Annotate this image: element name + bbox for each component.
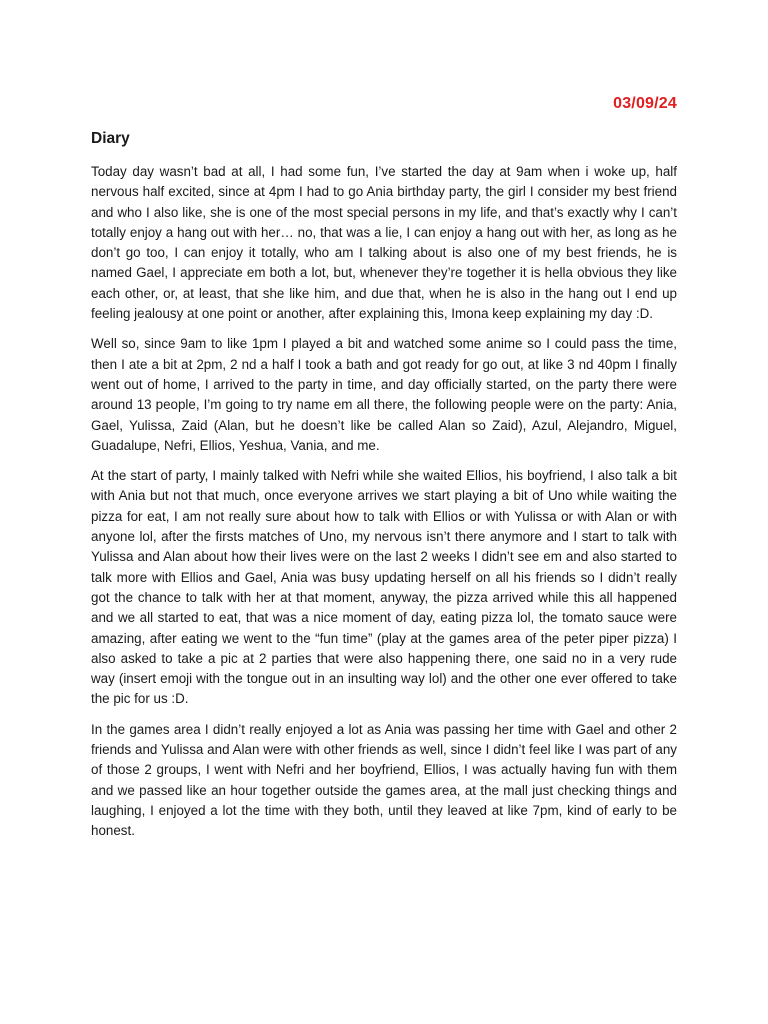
- paragraph: Well so, since 9am to like 1pm I played a bit and watched some anime so I could pass the time, then I ate a bit at 2pm, 2 nd a half I took a bath and got ready for go out, at like 3 nd 40pm I finally went out of home, I arrived to the party in time, and day officially started, on the party there were around 13 people, I’m going to try name em all there, the following people were on the party: Ania, Gael, Yulissa, Zaid (Alan, but he doesn’t like be called Alan so Zaid), Azul, Alejandro, Miguel, Guadalupe, Nefri, Ellios, Yeshua, Vania, and me.: [91, 336, 677, 453]
- paragraph: At the start of party, I mainly talked with Nefri while she waited Ellios, his boyfriend, I also talk a bit with Ania but not that much, once everyone arrives we start playing a bit of Uno while waiting the pizza for eat, I am not really sure about how to talk with Ellios or with Yulissa or with Alan or with anyone lol, after the firsts matches of Uno, my nervous isn’t there anymore and I start to talk with Yulissa and Alan about how their lives were on the last 2 weeks I didn’t see em and also started to talk more with Ellios and Gael, Ania was busy updating herself on all his friends so I didn’t really got the chance to talk with her at that moment, anyway, the pizza arrived while this all happened and we all started to eat, that was a nice moment of day, eating pizza lol, the tomato sauce were amazing, after eating we went to the “fun time” (play at the games area of the peter piper pizza) I also asked to take a pic at 2 parties that were also happening there, one said no in a very rude way (insert emoji with the tongue out in an insulting way lol) and the other one ever offered to take the pic for us :D.: [91, 468, 677, 707]
- document-body: [91, 162, 677, 852]
- paragraph: Today day wasn’t bad at all, I had some fun, I’ve started the day at 9am when i woke up, half nervous half excited, since at 4pm I had to go Ania birthday party, the girl I consider my best friend and who I also like, she is one of the most special persons in my life, and that’s exactly why I can’t totally enjoy a hang out with her… no, that was a lie, I can enjoy a hang out with her, as long as he don’t go too, I can enjoy it totally, who am I talking about is also one of my best friends, he is named Gael, I appreciate em both a lot, but, whenever they’re together it is hella obvious they like each other, or, at least, that she like him, and due that, when he is also in the hang out I end up feeling jealousy at one point or another, after explaining this, Imona keep explaining my day :D.: [91, 164, 677, 322]
- paragraph: In the games area I didn’t really enjoyed a lot as Ania was passing her time with Gael and other 2 friends and Yulissa and Alan were with other friends as well, since I didn’t feel like I was part of any of those 2 groups, I went with Nefri and her boyfriend, Ellios, I was actually having fun with them and we passed like an hour together outside the games area, at the mall just checking things and laughing, I enjoyed a lot the time with they both, until they leaved at like 7pm, kind of early to be honest.: [91, 721, 677, 839]
- document-title: Diary: [91, 130, 130, 147]
- entry-date: 03/09/24: [613, 95, 677, 112]
